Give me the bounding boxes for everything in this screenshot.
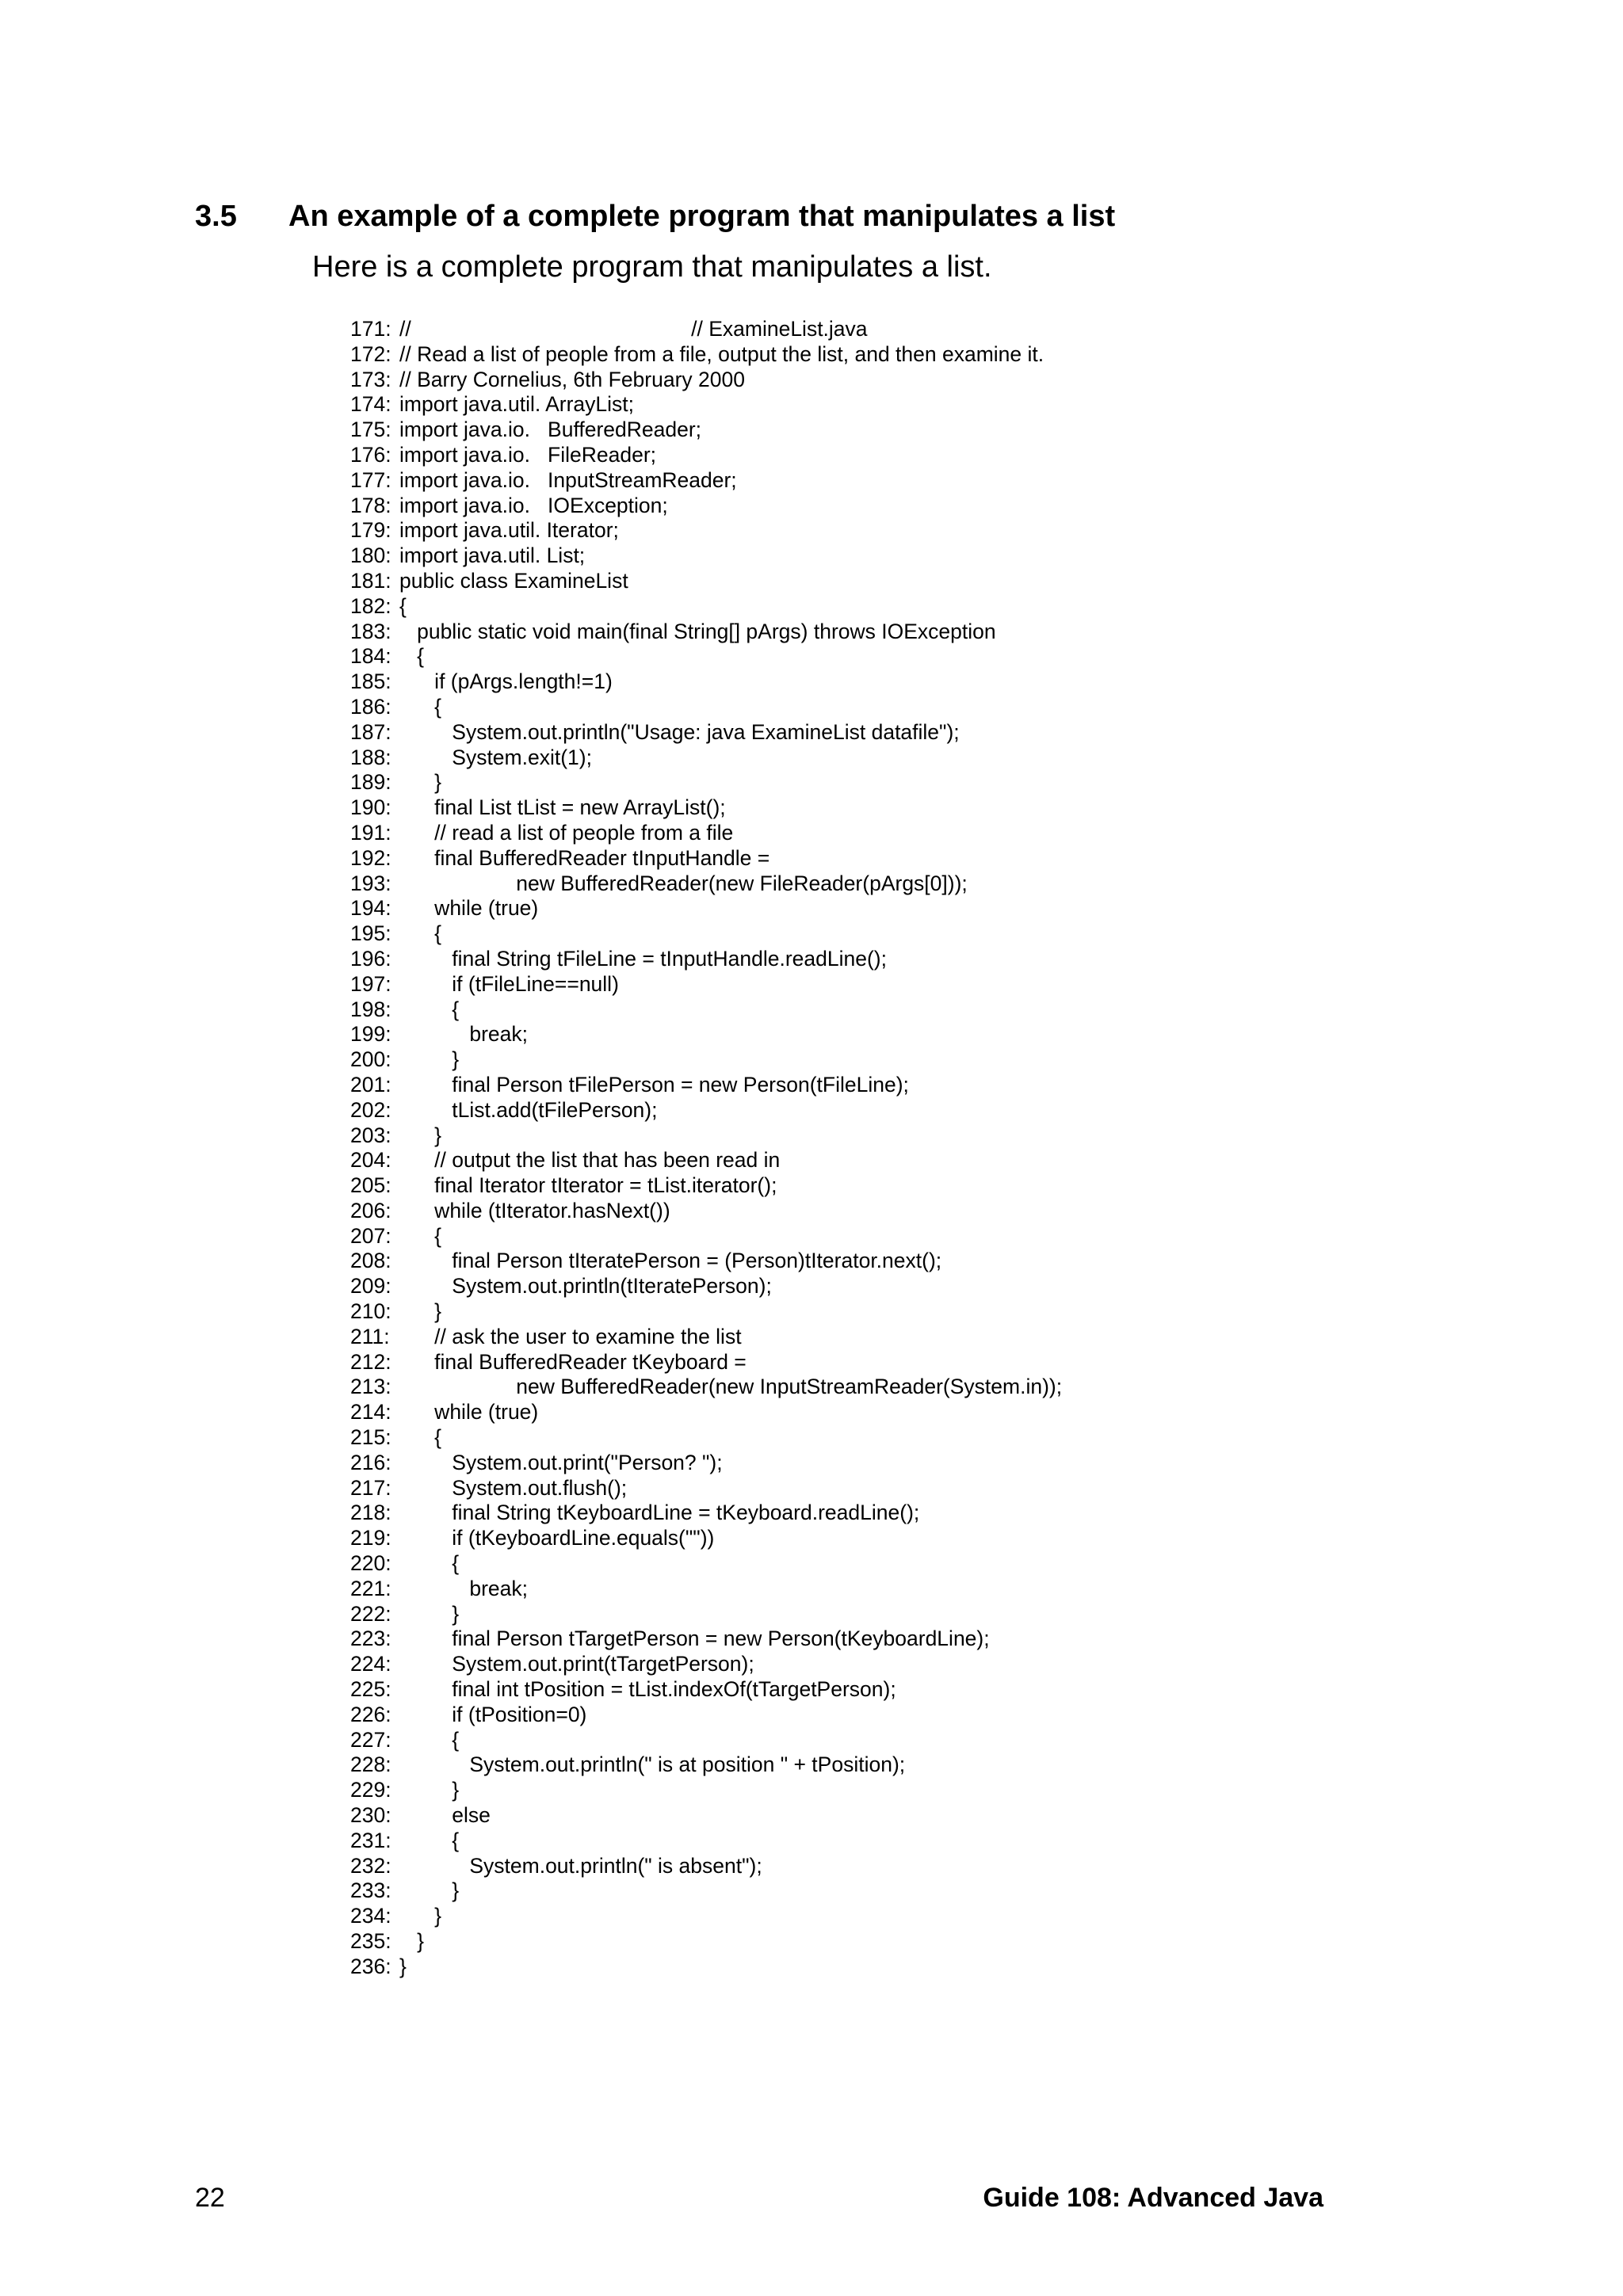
code-line bbox=[350, 518, 1062, 543]
code-text: while (tIterator.hasNext()) bbox=[399, 1198, 670, 1222]
code-text: } bbox=[399, 1904, 442, 1928]
line-number: 175: bbox=[350, 418, 391, 442]
line-number: 223: bbox=[350, 1627, 391, 1651]
code-text: } bbox=[399, 1123, 442, 1147]
section-title: An example of a complete program that manipulates a list bbox=[288, 200, 1116, 233]
code-text: } bbox=[399, 1954, 407, 1978]
line-number: 176: bbox=[350, 442, 391, 467]
code-text: // // ExamineList.java bbox=[399, 317, 868, 341]
code-line bbox=[350, 368, 1062, 393]
code-line bbox=[350, 669, 1062, 695]
code-text: import java.io. InputStreamReader; bbox=[399, 467, 737, 492]
line-number: 206: bbox=[350, 1198, 391, 1222]
code-text: if (tKeyboardLine.equals("")) bbox=[399, 1526, 715, 1550]
line-number: 201: bbox=[350, 1072, 391, 1097]
code-line bbox=[350, 1123, 1062, 1149]
code-text: new BufferedReader(new InputStreamReader(System.in)); bbox=[399, 1375, 1063, 1399]
line-number: 217: bbox=[350, 1475, 391, 1500]
line-number: 225: bbox=[350, 1677, 391, 1702]
code-line bbox=[350, 972, 1062, 997]
line-number: 179: bbox=[350, 518, 391, 543]
code-text: System.out.print("Person? "); bbox=[399, 1450, 723, 1474]
line-number: 218: bbox=[350, 1501, 391, 1525]
code-line bbox=[350, 1375, 1062, 1400]
code-line bbox=[350, 770, 1062, 795]
code-line bbox=[350, 821, 1062, 846]
code-text: import java.io. FileReader; bbox=[399, 442, 657, 467]
line-number: 183: bbox=[350, 619, 391, 643]
code-text: System.out.println(" is absent"); bbox=[399, 1853, 762, 1878]
code-text: final Person tIteratePerson = (Person)tIterator.next(); bbox=[399, 1249, 942, 1273]
code-text: { bbox=[399, 1223, 442, 1248]
line-number: 195: bbox=[350, 921, 391, 946]
code-line bbox=[350, 1476, 1062, 1501]
line-number: 210: bbox=[350, 1299, 391, 1324]
line-number: 193: bbox=[350, 871, 391, 895]
code-text: System.out.flush(); bbox=[399, 1475, 628, 1500]
intro-paragraph: Here is a complete program that manipulates a list. bbox=[312, 250, 992, 284]
code-line bbox=[350, 1652, 1062, 1677]
code-line bbox=[350, 392, 1062, 418]
line-number: 212: bbox=[350, 1349, 391, 1374]
code-text: { bbox=[399, 694, 442, 719]
line-number: 197: bbox=[350, 971, 391, 996]
code-line bbox=[350, 1350, 1062, 1375]
code-text: import java.io. IOException; bbox=[399, 493, 668, 517]
code-line bbox=[350, 896, 1062, 921]
code-text: break; bbox=[399, 1576, 529, 1600]
code-text: // Read a list of people from a file, output the list, and then examine it. bbox=[399, 341, 1044, 366]
code-line bbox=[350, 1451, 1062, 1476]
code-text: // output the list that has been read in bbox=[399, 1148, 781, 1173]
code-text: System.out.println(" is at position " + tPosition); bbox=[399, 1753, 906, 1777]
page-number: 22 bbox=[195, 2183, 225, 2213]
line-number: 203: bbox=[350, 1123, 391, 1147]
line-number: 227: bbox=[350, 1727, 391, 1752]
line-number: 180: bbox=[350, 543, 391, 568]
line-number: 178: bbox=[350, 493, 391, 517]
line-number: 189: bbox=[350, 770, 391, 795]
code-line bbox=[350, 1148, 1062, 1173]
code-text: import java.util. Iterator; bbox=[399, 518, 619, 543]
code-text: final BufferedReader tInputHandle = bbox=[399, 845, 770, 870]
code-line bbox=[350, 1274, 1062, 1299]
code-text: final String tKeyboardLine = tKeyboard.readLine(); bbox=[399, 1501, 920, 1525]
code-line bbox=[350, 921, 1062, 947]
line-number: 214: bbox=[350, 1400, 391, 1425]
line-number: 171: bbox=[350, 317, 391, 341]
code-line bbox=[350, 1501, 1062, 1526]
code-text: if (tPosition=0) bbox=[399, 1702, 587, 1726]
line-number: 191: bbox=[350, 820, 391, 845]
code-line bbox=[350, 1551, 1062, 1577]
code-line bbox=[350, 1400, 1062, 1425]
code-text: public static void main(final String[] pArgs) throws IOException bbox=[399, 619, 996, 643]
code-line bbox=[350, 720, 1062, 746]
code-text: } bbox=[399, 1299, 442, 1324]
line-number: 228: bbox=[350, 1753, 391, 1777]
code-text: tList.add(tFilePerson); bbox=[399, 1097, 658, 1122]
code-line bbox=[350, 1854, 1062, 1879]
code-text: { bbox=[399, 1425, 442, 1450]
code-line bbox=[350, 1098, 1062, 1123]
line-number: 207: bbox=[350, 1223, 391, 1248]
code-line bbox=[350, 543, 1062, 569]
code-line bbox=[350, 1022, 1062, 1047]
line-number: 232: bbox=[350, 1853, 391, 1878]
line-number: 221: bbox=[350, 1576, 391, 1600]
code-line bbox=[350, 468, 1062, 494]
line-number: 233: bbox=[350, 1878, 391, 1903]
code-text: System.out.println(tIteratePerson); bbox=[399, 1274, 772, 1299]
line-number: 224: bbox=[350, 1652, 391, 1676]
code-text: System.exit(1); bbox=[399, 745, 592, 769]
line-number: 186: bbox=[350, 694, 391, 719]
line-number: 192: bbox=[350, 845, 391, 870]
code-line bbox=[350, 1904, 1062, 1929]
code-line bbox=[350, 1047, 1062, 1073]
code-line bbox=[350, 1073, 1062, 1098]
line-number: 200: bbox=[350, 1047, 391, 1072]
line-number: 219: bbox=[350, 1526, 391, 1550]
code-line bbox=[350, 1224, 1062, 1249]
line-number: 209: bbox=[350, 1274, 391, 1299]
code-text: System.out.println("Usage: java ExamineList datafile"); bbox=[399, 719, 960, 744]
code-line bbox=[350, 1299, 1062, 1325]
line-number: 222: bbox=[350, 1601, 391, 1626]
line-number: 177: bbox=[350, 467, 391, 492]
code-text: while (true) bbox=[399, 896, 539, 921]
line-number: 199: bbox=[350, 1022, 391, 1047]
line-number: 174: bbox=[350, 392, 391, 417]
code-line bbox=[350, 443, 1062, 468]
code-line bbox=[350, 1577, 1062, 1602]
code-line bbox=[350, 1829, 1062, 1854]
code-text: import java.io. BufferedReader; bbox=[399, 418, 702, 442]
code-text: // read a list of people from a file bbox=[399, 820, 734, 845]
code-line bbox=[350, 1955, 1062, 1980]
code-text: { bbox=[399, 644, 424, 669]
code-text: new BufferedReader(new FileReader(pArgs[0])); bbox=[399, 871, 968, 895]
code-line bbox=[350, 1425, 1062, 1451]
code-text: import java.util. ArrayList; bbox=[399, 392, 635, 417]
code-line bbox=[350, 620, 1062, 645]
line-number: 220: bbox=[350, 1551, 391, 1576]
line-number: 194: bbox=[350, 896, 391, 921]
line-number: 204: bbox=[350, 1148, 391, 1173]
code-line bbox=[350, 1703, 1062, 1728]
code-line bbox=[350, 695, 1062, 720]
code-line bbox=[350, 871, 1062, 897]
code-text: if (pArgs.length!=1) bbox=[399, 669, 613, 694]
line-number: 188: bbox=[350, 745, 391, 769]
code-text: { bbox=[399, 1727, 460, 1752]
code-line bbox=[350, 1199, 1062, 1224]
code-line bbox=[350, 594, 1062, 620]
code-text: if (tFileLine==null) bbox=[399, 971, 619, 996]
code-line bbox=[350, 1627, 1062, 1652]
code-text: final Person tFilePerson = new Person(tFileLine); bbox=[399, 1072, 909, 1097]
code-line bbox=[350, 1929, 1062, 1955]
code-text: System.out.print(tTargetPerson); bbox=[399, 1652, 754, 1676]
code-line bbox=[350, 1728, 1062, 1753]
line-number: 211: bbox=[350, 1324, 390, 1348]
guide-title: Guide 108: Advanced Java bbox=[983, 2183, 1323, 2213]
line-number: 236: bbox=[350, 1954, 391, 1978]
section-heading bbox=[195, 196, 1115, 236]
code-line bbox=[350, 1602, 1062, 1627]
section-number: 3.5 bbox=[195, 200, 237, 233]
code-text: } bbox=[399, 1929, 424, 1953]
line-number: 205: bbox=[350, 1173, 391, 1198]
code-text: { bbox=[399, 997, 460, 1021]
code-line bbox=[350, 644, 1062, 669]
code-text: final int tPosition = tList.indexOf(tTargetPerson); bbox=[399, 1677, 896, 1702]
line-number: 187: bbox=[350, 719, 391, 744]
code-line bbox=[350, 746, 1062, 771]
line-number: 181: bbox=[350, 568, 391, 593]
code-line bbox=[350, 317, 1062, 342]
line-number: 184: bbox=[350, 644, 391, 669]
code-text: } bbox=[399, 770, 442, 795]
line-number: 182: bbox=[350, 593, 391, 618]
code-text: else bbox=[399, 1803, 491, 1828]
code-text: public class ExamineList bbox=[399, 568, 628, 593]
line-number: 234: bbox=[350, 1904, 391, 1928]
code-text: { bbox=[399, 921, 442, 946]
code-text: { bbox=[399, 1828, 460, 1852]
line-number: 202: bbox=[350, 1097, 391, 1122]
line-number: 196: bbox=[350, 946, 391, 971]
code-text: import java.util. List; bbox=[399, 543, 586, 568]
code-text: } bbox=[399, 1601, 460, 1626]
line-number: 172: bbox=[350, 341, 391, 366]
code-text: } bbox=[399, 1778, 460, 1802]
code-text: // Barry Cornelius, 6th February 2000 bbox=[399, 367, 745, 391]
line-number: 215: bbox=[350, 1425, 391, 1450]
code-line bbox=[350, 569, 1062, 594]
code-text: { bbox=[399, 1551, 460, 1576]
code-line bbox=[350, 1677, 1062, 1703]
code-text: final List tList = new ArrayList(); bbox=[399, 795, 726, 820]
code-line bbox=[350, 342, 1062, 368]
code-line bbox=[350, 1803, 1062, 1829]
code-line bbox=[350, 795, 1062, 821]
code-line bbox=[350, 1878, 1062, 1904]
code-text: // ask the user to examine the list bbox=[399, 1324, 742, 1348]
code-line bbox=[350, 1753, 1062, 1778]
code-line bbox=[350, 947, 1062, 972]
code-text: final String tFileLine = tInputHandle.readLine(); bbox=[399, 946, 887, 971]
code-text: while (true) bbox=[399, 1400, 539, 1425]
code-text: final Iterator tIterator = tList.iterator(); bbox=[399, 1173, 777, 1198]
code-line bbox=[350, 997, 1062, 1023]
code-line bbox=[350, 418, 1062, 443]
line-number: 235: bbox=[350, 1929, 391, 1953]
line-number: 229: bbox=[350, 1778, 391, 1802]
line-number: 173: bbox=[350, 367, 391, 391]
line-number: 185: bbox=[350, 669, 391, 694]
line-number: 190: bbox=[350, 795, 391, 820]
line-number: 230: bbox=[350, 1803, 391, 1828]
code-line bbox=[350, 1249, 1062, 1274]
code-line bbox=[350, 494, 1062, 519]
code-listing bbox=[350, 317, 1062, 1980]
code-line bbox=[350, 1173, 1062, 1199]
line-number: 213: bbox=[350, 1375, 391, 1399]
code-text: } bbox=[399, 1878, 460, 1903]
code-text: final BufferedReader tKeyboard = bbox=[399, 1349, 747, 1374]
code-line bbox=[350, 1526, 1062, 1551]
code-line bbox=[350, 846, 1062, 871]
line-number: 226: bbox=[350, 1702, 391, 1726]
code-line bbox=[350, 1325, 1062, 1350]
line-number: 216: bbox=[350, 1450, 391, 1474]
code-text: final Person tTargetPerson = new Person(tKeyboardLine); bbox=[399, 1627, 990, 1651]
code-text: { bbox=[399, 593, 407, 618]
line-number: 231: bbox=[350, 1828, 391, 1852]
line-number: 198: bbox=[350, 997, 391, 1021]
code-text: } bbox=[399, 1047, 460, 1072]
code-text: break; bbox=[399, 1022, 529, 1047]
line-number: 208: bbox=[350, 1249, 391, 1273]
code-line bbox=[350, 1778, 1062, 1803]
